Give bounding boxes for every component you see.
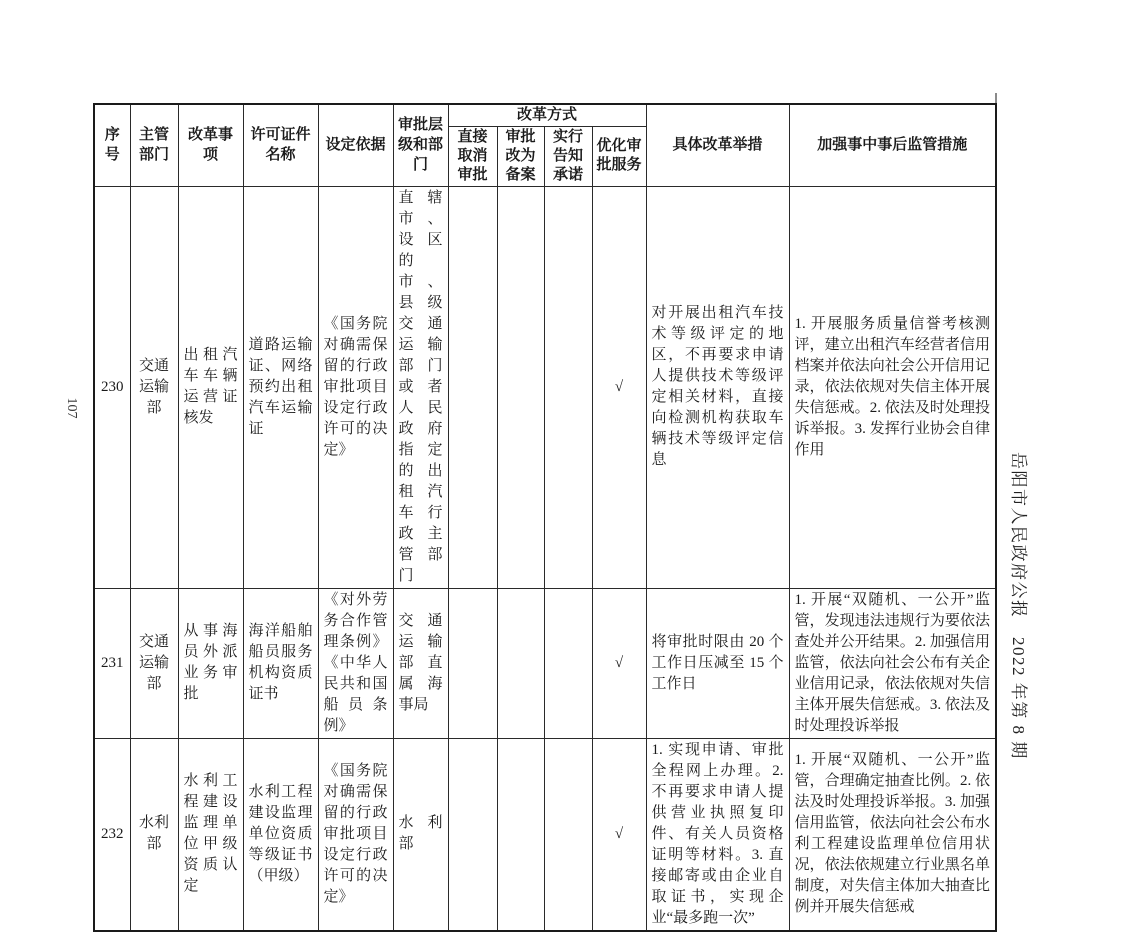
cell-measures: 将审批时限由 20 个工作日压减至 15 个工作日: [646, 588, 789, 738]
cell-license-name: 海洋船舶船员服务机构资质证书: [243, 588, 318, 738]
cell-department: 交通运输部: [130, 588, 178, 738]
cell-check-cancel: [448, 186, 497, 588]
cell-serial: 232: [94, 738, 130, 931]
header-sub-cancel: 直接取消审批: [448, 126, 497, 186]
table-row-230: [94, 186, 996, 588]
cell-reform-item: 从事海员外派业务审批: [178, 588, 243, 738]
header-department: 主管部门: [130, 104, 178, 186]
cell-basis: 《国务院对确需保留的行政审批项目设定行政许可的决定》: [318, 186, 393, 588]
cell-check-commitment: [544, 738, 592, 931]
header-reform-item: 改革事项: [178, 104, 243, 186]
cell-reform-item: 出租汽车车辆运营证核发: [178, 186, 243, 588]
cell-serial: 231: [94, 588, 130, 738]
cell-license-name: 道路运输证、网络预约出租汽车运输证: [243, 186, 318, 588]
cell-department: 交通运输部: [130, 186, 178, 588]
header-approval-level: 审批层级和部门: [393, 104, 448, 186]
cell-license-name: 水利工程建设监理单位资质等级证书（甲级）: [243, 738, 318, 931]
cell-check-commitment: [544, 186, 592, 588]
cell-check-filing: [497, 738, 544, 931]
cell-check-filing: [497, 186, 544, 588]
cell-reform-item: 水利工程建设监理单位甲级资质认定: [178, 738, 243, 931]
cell-department: 水利部: [130, 738, 178, 931]
cell-measures: 对开展出租汽车技术等级评定的地区，不再要求申请人提供技术等级评定相关材料，直接向检测机构获取车辆技术等级评定信息: [646, 186, 789, 588]
header-serial: 序号: [94, 104, 130, 186]
cell-check-optimize: √: [592, 738, 646, 931]
cell-check-cancel: [448, 588, 497, 738]
cell-approval-level: 交通运输部直属海事局: [393, 588, 448, 738]
header-sub-commitment: 实行告知承诺: [544, 126, 592, 186]
cell-basis: 《对外劳务合作管理条例》《中华人民共和国船员条例》: [318, 588, 393, 738]
cell-check-optimize: √: [592, 588, 646, 738]
header-sub-filing: 审批改为备案: [497, 126, 544, 186]
header-measures: 具体改革举措: [646, 104, 789, 186]
header-license-name: 许可证件名称: [243, 104, 318, 186]
cell-check-optimize: √: [592, 186, 646, 588]
cell-serial: 230: [94, 186, 130, 588]
cell-basis: 《国务院对确需保留的行政审批项目设定行政许可的决定》: [318, 738, 393, 931]
cell-supervision: 1. 开展“双随机、一公开”监管，合理确定抽查比例。2. 依法及时处理投诉举报。3. 加强信用监管，依法向社会公布水利工程建设监理单位信用状况，依法依规建立行业黑名单制度，对失信主体加大抽查比例并开展失信惩戒: [789, 738, 996, 931]
gazette-title: 岳阳市人民政府公报 2022 年第 8 期: [1009, 452, 1028, 760]
reform-items-table: [93, 103, 997, 932]
cell-supervision: 1. 开展服务质量信誉考核测评，建立出租汽车经营者信用档案并依法向社会公开信用记录，依法依规对失信主体开展失信惩戒。2. 依法及时处理投诉举报。3. 发挥行业协会自律作用: [789, 186, 996, 588]
cell-check-cancel: [448, 738, 497, 931]
header-reform-mode-group: 改革方式: [448, 104, 646, 126]
cell-approval-level: 直辖市、设区的市、县级交通运输部门或者人民政府指定的出租汽车行政主管部门: [393, 186, 448, 588]
cell-approval-level: 水利部: [393, 738, 448, 931]
cell-supervision: 1. 开展“双随机、一公开”监管，发现违法违规行为要依法查处并公开结果。2. 加强信用监管，依法向社会公布有关企业信用记录，依法依规对失信主体开展失信惩戒。3. 依法及时处理投诉举报: [789, 588, 996, 738]
header-basis: 设定依据: [318, 104, 393, 186]
cell-measures: 1. 实现申请、审批全程网上办理。2. 不再要求申请人提供营业执照复印件、有关人员资格证明等材料。3. 直接邮寄或由企业自取证书，实现企业“最多跑一次”: [646, 738, 789, 931]
cell-check-filing: [497, 588, 544, 738]
table-row-232: [94, 738, 996, 931]
header-supervision: 加强事中事后监管措施: [789, 104, 996, 186]
cell-check-commitment: [544, 588, 592, 738]
page-number: 107: [64, 397, 79, 419]
table-row-231: [94, 588, 996, 738]
header-sub-optimize: 优化审批服务: [592, 126, 646, 186]
